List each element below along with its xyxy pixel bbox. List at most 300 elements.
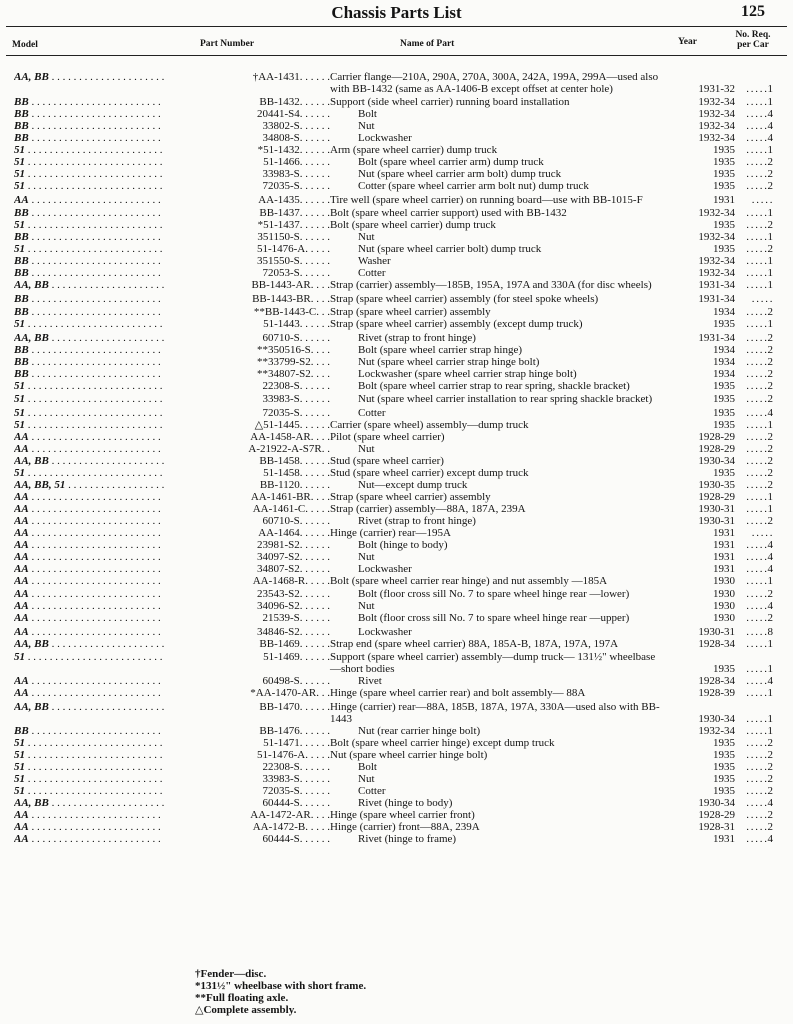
row-qty: . . . 4 <box>746 132 773 144</box>
row-part-number: BB-1443-AR. . . . <box>251 279 330 291</box>
row-model: BB . . . <box>14 207 164 219</box>
row-year: 1935 <box>713 466 735 479</box>
row-part-number: BB-1470. . . . . . <box>259 700 330 713</box>
header-rule <box>6 55 787 56</box>
row-qty: . . . 2 <box>746 431 773 443</box>
header-no-req <box>722 30 784 50</box>
table-row <box>0 527 793 539</box>
row-model: 51 . . . <box>14 380 164 392</box>
row-name-of-part: Lockwasher <box>358 625 412 638</box>
row-year: 1930-34 <box>698 454 735 467</box>
row-qty: . . . 1 <box>746 503 773 515</box>
row-name-of-part: Nut (spare wheel carrier arm bolt) dump truck <box>358 168 562 180</box>
row-part-number: 33983-S. . . . . . <box>262 393 330 405</box>
row-qty: . . . 4 <box>746 675 773 687</box>
row-part-number: BB-1120. . . . . . <box>259 478 330 491</box>
header-model: Model <box>12 40 38 50</box>
table-row <box>0 279 793 291</box>
row-part-number: 51-1458. . . . . . <box>263 466 330 479</box>
row-qty: . . . 2 <box>746 809 773 821</box>
row-name-of-part: Stud (spare wheel carrier) <box>330 454 444 467</box>
row-name-of-part: Bolt (spare wheel carrier strap to rear spring, shackle bracket) <box>358 379 630 392</box>
row-year: 1932-34 <box>698 231 735 243</box>
row-model: 51 . . . <box>14 318 164 330</box>
table-row <box>0 701 793 725</box>
row-qty: . . . 2 <box>746 785 773 797</box>
row-year: 1932-34 <box>698 96 735 108</box>
row-model: AA . . . <box>14 443 164 455</box>
row-part-number: 60444-S. . . . . . <box>262 832 330 845</box>
row-name-of-part: Bolt (hinge to body) <box>358 538 448 551</box>
row-qty: . . . 1 <box>746 279 773 291</box>
row-qty <box>752 527 773 539</box>
row-part-number: 60710-S. . . . . . <box>262 514 330 527</box>
row-year: 1928-29 <box>698 430 735 443</box>
row-year: 1934 <box>713 343 735 356</box>
row-year: 1935 <box>713 406 735 419</box>
row-part-number: 23981-S2. . . . . . <box>256 538 330 551</box>
table-row <box>0 479 793 491</box>
row-qty: . . . 2 <box>746 612 773 624</box>
row-qty: . . . 2 <box>746 443 773 455</box>
row-model: AA, BB . . . <box>14 332 164 344</box>
row-qty: . . . 2 <box>746 479 773 491</box>
row-name-of-part: Strap (spare wheel carrier) assembly <box>330 306 491 318</box>
row-name-of-part: Lockwasher <box>358 132 412 144</box>
row-year: 1934 <box>713 306 735 318</box>
row-year: 1935 <box>713 760 735 773</box>
table-row <box>0 306 793 318</box>
row-part-number: 51-1476-A. . . . . <box>256 243 330 255</box>
row-year: 1930-34 <box>698 796 735 809</box>
row-name-of-part: Arm (spare wheel carrier) dump truck <box>330 144 498 156</box>
row-part-number: 72035-S. . . . . . <box>262 784 330 797</box>
row-model: AA . . . <box>14 675 164 687</box>
row-year: 1930-35 <box>698 478 735 491</box>
row-qty: . . . 2 <box>746 243 773 255</box>
row-name-of-part: Nut <box>358 120 375 132</box>
row-name-of-part: Pilot (spare wheel carrier) <box>330 430 445 443</box>
row-name-of-part: Bolt <box>358 108 377 120</box>
row-year: 1928-34 <box>698 637 735 650</box>
row-part-number: AA-1472-AR. . . . <box>250 808 330 821</box>
table-row <box>0 356 793 368</box>
row-part-number: 22308-S. . . . . . <box>262 760 330 773</box>
header-part-number: Part Number <box>200 39 255 49</box>
row-name-of-part: Hinge (spare wheel carrier rear) and bolt assembly— 88A <box>330 687 586 699</box>
footnotes <box>195 968 366 1016</box>
row-year: 1935 <box>713 748 735 761</box>
footnote: **Full floating axle. <box>195 992 289 1004</box>
row-part-number: *51-1437. . . . . . <box>257 219 330 231</box>
row-name-of-part: Carrier flange—210A, 290A, 270A, 300A, 242A, 199A, 299A—used also with BB-1432 (same as AA-1406-B except offset at center hole) <box>330 70 659 95</box>
row-part-number: *AA-1470-AR. . . <box>250 687 330 699</box>
row-qty: . . . 1 <box>746 725 773 737</box>
row-part-number: **BB-1443-C. . . <box>253 306 330 318</box>
row-part-number: 51-1443. . . . . . <box>263 318 330 330</box>
row-qty: . . . 1 <box>746 144 773 156</box>
row-part-number: 34808-S. . . . . . <box>262 132 330 144</box>
row-model: AA . . . <box>14 626 164 638</box>
row-qty: . . . 2 <box>746 356 773 368</box>
row-year: 1932-34 <box>698 108 735 120</box>
header-year: Year <box>678 37 697 47</box>
row-part-number: 34846-S2. . . . . . <box>256 625 330 638</box>
row-part-number: 33983-S. . . . . . <box>262 772 330 785</box>
row-year: 1935 <box>713 156 735 168</box>
row-part-number: 351550-S. . . . . . <box>256 255 330 267</box>
row-part-number: 34097-S2. . . . . . <box>256 550 330 563</box>
row-year: 1928-31 <box>698 820 735 833</box>
table-row <box>0 773 793 785</box>
table-row <box>0 255 793 267</box>
row-model: 51 . . . <box>14 651 164 663</box>
row-model: 51 . . . <box>14 749 164 761</box>
row-qty: . . . 2 <box>746 306 773 318</box>
table-row <box>0 180 793 192</box>
row-model: BB . . . <box>14 356 164 368</box>
table-row <box>0 419 793 431</box>
row-year: 1932-34 <box>698 132 735 144</box>
table-row <box>0 407 793 419</box>
row-qty: . . . 2 <box>746 588 773 600</box>
row-part-number: **350516-S. . . . <box>256 343 330 356</box>
row-qty: . . . 2 <box>746 737 773 749</box>
row-qty: . . . 1 <box>746 419 773 431</box>
table-row <box>0 833 793 845</box>
table-row <box>0 96 793 108</box>
row-model: AA . . . <box>14 551 164 563</box>
row-model: 51 . . . <box>14 168 164 180</box>
row-part-number: 51-1466. . . . . . <box>263 156 330 168</box>
row-part-number: 51-1471. . . . . . <box>263 736 330 749</box>
row-name-of-part: Nut <box>358 600 375 612</box>
row-part-number: 351150-S. . . . . . <box>257 231 330 243</box>
table-row <box>0 156 793 168</box>
footnote: △Complete assembly. <box>195 1004 297 1016</box>
row-part-number: BB-1476. . . . . . <box>259 724 330 737</box>
row-year: 1930 <box>713 588 735 600</box>
row-year: 1935 <box>713 379 735 392</box>
row-qty: . . . 1 <box>746 713 773 725</box>
row-year: 1932-34 <box>698 724 735 737</box>
row-name-of-part: Cotter <box>358 267 386 279</box>
row-qty: . . . 4 <box>746 600 773 612</box>
row-part-number: BB-1469. . . . . . <box>259 637 330 650</box>
table-row <box>0 821 793 833</box>
row-name-of-part: Strap (spare wheel carrier) assembly <box>330 490 491 503</box>
row-year: 1928-34 <box>698 675 735 687</box>
row-model: BB . . . <box>14 132 164 144</box>
table-row <box>0 431 793 443</box>
table-row <box>0 332 793 344</box>
row-model: 51 . . . <box>14 156 164 168</box>
row-qty: . . . 1 <box>746 663 773 675</box>
row-model: BB . . . <box>14 344 164 356</box>
row-name-of-part: Bolt (floor cross sill No. 7 to spare wheel hinge rear —upper) <box>358 612 630 624</box>
row-name-of-part: Strap (spare wheel carrier) assembly (except dump truck) <box>330 318 583 330</box>
row-part-number: AA-1458-AR. . . . <box>250 430 330 443</box>
row-model: BB . . . <box>14 120 164 132</box>
row-model: AA, BB . . . <box>14 797 164 809</box>
row-model: AA . . . <box>14 491 164 503</box>
row-model: 51 . . . <box>14 243 164 255</box>
row-qty: . . . 4 <box>746 833 773 845</box>
row-qty: . . . 1 <box>746 207 773 219</box>
row-model: AA . . . <box>14 194 164 206</box>
row-year: 1930-31 <box>698 625 735 638</box>
row-year: 1931-32 <box>698 82 735 95</box>
row-year: 1934 <box>713 367 735 380</box>
row-model: AA . . . <box>14 515 164 527</box>
row-model: BB . . . <box>14 368 164 380</box>
row-part-number: 60444-S. . . . . . <box>262 796 330 809</box>
row-model: 51 . . . <box>14 773 164 785</box>
row-name-of-part: Strap end (spare wheel carrier) 88A, 185A-B, 187A, 197A, 197A <box>330 637 619 650</box>
row-part-number: 34096-S2. . . . . . <box>256 600 330 612</box>
row-qty <box>752 194 773 206</box>
row-name-of-part: Stud (spare wheel carrier) except dump truck <box>330 466 529 479</box>
row-part-number: AA-1468-R. . . . . <box>252 574 330 587</box>
row-name-of-part: Rivet (strap to front hinge) <box>358 331 476 344</box>
row-name-of-part: Nut—except dump truck <box>358 478 468 491</box>
table-row <box>0 687 793 699</box>
page-number: 125 <box>741 3 765 20</box>
table-row <box>0 443 793 455</box>
footnote: *131½" wheelbase with short frame. <box>195 980 367 992</box>
table-row <box>0 809 793 821</box>
row-qty: . . . 2 <box>746 467 773 479</box>
row-year: 1928-39 <box>698 687 735 699</box>
top-rule <box>6 26 787 27</box>
row-part-number: 20441-S4. . . . . . <box>256 108 330 120</box>
row-year: 1931 <box>713 193 735 206</box>
row-name-of-part: Hinge (carrier) rear—88A, 185B, 187A, 197A, 330A—used also with BB-1443 <box>330 700 660 725</box>
row-name-of-part: Rivet (strap to front hinge) <box>358 514 476 527</box>
row-model: 51 . . . <box>14 180 164 192</box>
row-part-number: **33799-S2. . . . <box>256 355 330 368</box>
row-name-of-part: Nut (spare wheel carrier bolt) dump truck <box>358 243 542 255</box>
row-year: 1935 <box>713 772 735 785</box>
row-name-of-part: Nut (spare wheel carrier strap hinge bolt) <box>358 355 540 368</box>
row-part-number: 34807-S2. . . . . . <box>256 562 330 575</box>
row-name-of-part: Bolt (spare wheel carrier rear hinge) and nut assembly —185A <box>330 574 608 587</box>
table-row <box>0 393 793 405</box>
row-qty: . . . 4 <box>746 551 773 563</box>
row-model: AA . . . <box>14 539 164 551</box>
row-name-of-part: Carrier (spare wheel) assembly—dump truck <box>330 418 529 431</box>
row-name-of-part: Support (side wheel carrier) running board installation <box>330 96 570 108</box>
row-part-number: AA-1435. . . . . . <box>258 193 330 206</box>
row-name-of-part: Strap (carrier) assembly—185B, 195A, 197A and 330A (for disc wheels) <box>330 279 652 291</box>
row-part-number: 51-1476-A. . . . . <box>256 748 330 761</box>
header-name-of-part: Name of Part <box>400 39 455 49</box>
row-model: AA, BB . . . <box>14 71 164 83</box>
row-year: 1930 <box>713 612 735 624</box>
row-year: 1935 <box>713 180 735 192</box>
row-year: 1935 <box>713 144 735 156</box>
row-qty: . . . 4 <box>746 108 773 120</box>
row-model: AA . . . <box>14 575 164 587</box>
row-part-number: 33983-S. . . . . . <box>262 168 330 180</box>
row-qty: . . . 4 <box>746 120 773 132</box>
row-name-of-part: Cotter <box>358 784 386 797</box>
row-part-number: BB-1458. . . . . . <box>259 454 330 467</box>
row-model: AA . . . <box>14 588 164 600</box>
row-year: 1935 <box>713 219 735 231</box>
table-row <box>0 219 793 231</box>
row-qty: . . . 1 <box>746 96 773 108</box>
table-row <box>0 194 793 206</box>
row-name-of-part: Nut (spare wheel carrier hinge bolt) <box>330 748 488 761</box>
row-part-number: 33802-S. . . . . . <box>262 120 330 132</box>
row-year: 1930-34 <box>698 712 735 725</box>
table-row <box>0 539 793 551</box>
row-name-of-part: Lockwasher <box>358 562 412 575</box>
row-name-of-part: Lockwasher (spare wheel carrier strap hinge bolt) <box>358 367 577 380</box>
header-no-req-line1: No. Req. <box>735 30 771 40</box>
row-part-number: △51-1445. . . . . . <box>254 418 330 431</box>
row-part-number: BB-1432. . . . . . <box>259 96 330 108</box>
row-part-number: 60498-S. . . . . . <box>262 675 330 687</box>
table-row <box>0 563 793 575</box>
row-model: AA, BB, 51 . . . <box>14 479 164 491</box>
row-model: 51 . . . <box>14 737 164 749</box>
table-row <box>0 515 793 527</box>
row-name-of-part: Bolt (spare wheel carrier support) used with BB-1432 <box>330 207 567 219</box>
table-row <box>0 761 793 773</box>
row-name-of-part: Bolt (spare wheel carrier strap hinge) <box>358 343 523 356</box>
row-year: 1932-34 <box>698 207 735 219</box>
row-qty: . . . 2 <box>746 821 773 833</box>
row-year: 1935 <box>713 393 735 405</box>
table-row <box>0 725 793 737</box>
row-part-number: AA-1472-B. . . . . <box>252 820 330 833</box>
row-year: 1930-31 <box>698 514 735 527</box>
row-year: 1932-34 <box>698 267 735 279</box>
table-row <box>0 785 793 797</box>
row-model: AA, BB . . . <box>14 638 164 650</box>
row-year: 1930 <box>713 574 735 587</box>
row-name-of-part: Hinge (carrier) rear—195A <box>330 526 451 539</box>
table-row <box>0 651 793 675</box>
row-year: 1935 <box>713 243 735 255</box>
row-qty: . . . 2 <box>746 749 773 761</box>
row-model: AA . . . <box>14 527 164 539</box>
row-qty: . . . 1 <box>746 491 773 503</box>
row-model: 51 . . . <box>14 761 164 773</box>
row-qty: . . . 2 <box>746 455 773 467</box>
table-row <box>0 588 793 600</box>
table-row <box>0 318 793 330</box>
row-qty: . . . 4 <box>746 797 773 809</box>
row-model: 51 . . . <box>14 219 164 231</box>
row-qty: . . . 2 <box>746 380 773 392</box>
row-qty: . . . 2 <box>746 773 773 785</box>
row-qty: . . . 4 <box>746 407 773 419</box>
row-part-number: 21539-S. . . . . . <box>262 612 330 624</box>
row-qty: . . . 1 <box>746 255 773 267</box>
table-row <box>0 243 793 255</box>
table-row <box>0 467 793 479</box>
row-model: 51 . . . <box>14 144 164 156</box>
table-row <box>0 491 793 503</box>
row-part-number: 23543-S2. . . . . . <box>256 588 330 600</box>
row-name-of-part: Nut (spare wheel carrier installation to rear spring shackle bracket) <box>358 393 653 405</box>
row-name-of-part: Nut <box>358 231 375 243</box>
row-qty: . . . 1 <box>746 638 773 650</box>
row-year: 1931 <box>713 526 735 539</box>
row-name-of-part: Bolt (spare wheel carrier arm) dump truck <box>358 156 544 168</box>
table-row <box>0 575 793 587</box>
row-model: BB . . . <box>14 108 164 120</box>
row-model: BB . . . <box>14 306 164 318</box>
row-name-of-part: Nut (rear carrier hinge bolt) <box>358 724 481 737</box>
row-part-number: 72035-S. . . . . . <box>262 406 330 419</box>
row-part-number: 72035-S. . . . . . <box>262 180 330 192</box>
row-year: 1935 <box>713 784 735 797</box>
table-row <box>0 626 793 638</box>
row-year: 1931 <box>713 550 735 563</box>
row-year: 1935 <box>713 168 735 180</box>
row-model: AA, BB . . . <box>14 701 164 713</box>
row-year: 1931-34 <box>698 279 735 291</box>
row-name-of-part: Hinge (carrier) front—88A, 239A <box>330 820 480 833</box>
row-model: BB . . . <box>14 267 164 279</box>
row-model: 51 . . . <box>14 785 164 797</box>
table-row <box>0 231 793 243</box>
row-model: AA . . . <box>14 687 164 699</box>
table-row <box>0 368 793 380</box>
row-year: 1931-34 <box>698 292 735 305</box>
table-row <box>0 638 793 650</box>
row-year: 1931 <box>713 562 735 575</box>
table-row <box>0 503 793 515</box>
row-qty: . . . 4 <box>746 563 773 575</box>
row-qty: . . . 2 <box>746 332 773 344</box>
row-name-of-part: Bolt (spare wheel carrier hinge) except dump truck <box>330 736 555 749</box>
row-qty: . . . 2 <box>746 219 773 231</box>
row-part-number: 22308-S. . . . . . <box>262 379 330 392</box>
row-model: AA . . . <box>14 563 164 575</box>
row-model: BB . . . <box>14 231 164 243</box>
row-model: BB . . . <box>14 725 164 737</box>
row-year: 1928-29 <box>698 442 735 455</box>
page-title: Chassis Parts List <box>331 3 462 22</box>
table-row <box>0 455 793 467</box>
table-row <box>0 380 793 392</box>
row-model: AA, BB . . . <box>14 455 164 467</box>
row-model: BB . . . <box>14 293 164 305</box>
row-qty: . . . 2 <box>746 168 773 180</box>
row-year: 1935 <box>713 663 735 675</box>
table-row <box>0 797 793 809</box>
table-row <box>0 71 793 95</box>
row-model: AA . . . <box>14 503 164 515</box>
row-name-of-part: Rivet (hinge to frame) <box>358 832 457 845</box>
row-part-number: AA-1464. . . . . . <box>258 526 330 539</box>
row-model: AA . . . <box>14 833 164 845</box>
table-row <box>0 749 793 761</box>
row-name-of-part: Strap (spare wheel carrier) assembly (for steel spoke wheels) <box>330 292 599 305</box>
row-model: BB . . . <box>14 255 164 267</box>
table-row <box>0 108 793 120</box>
row-model: AA . . . <box>14 612 164 624</box>
row-year: 1930 <box>713 600 735 612</box>
row-model: AA, BB . . . <box>14 279 164 291</box>
parts-table <box>0 69 793 845</box>
row-qty: . . . 2 <box>746 156 773 168</box>
